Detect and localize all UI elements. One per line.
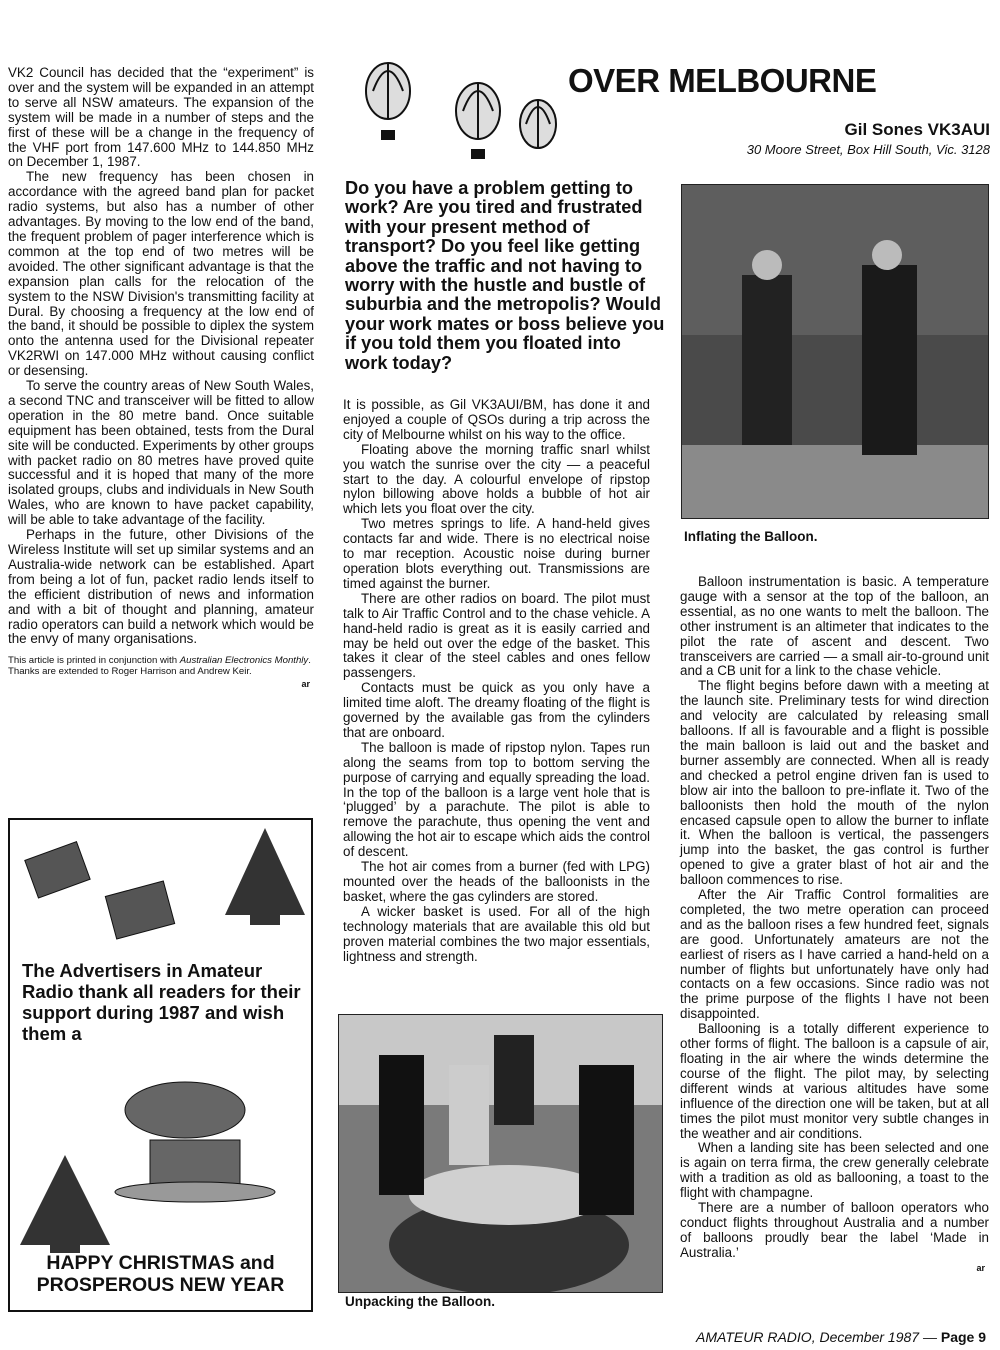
paragraph: Floating above the morning traffic snarl whilst you watch the sunrise over the city — a peaceful start to the day. A colourful envelope of ripstop nylon billowing above holds a bubble of hot air which lets you float over the city. xyxy=(343,441,650,517)
photo-unpacking-balloon xyxy=(338,1014,663,1293)
end-mark: ar xyxy=(301,679,310,690)
author-name: Gil Sones VK3AUI xyxy=(844,120,990,139)
paragraph: Ballooning is a totally different experience to other forms of flight. The balloon is a capsule of air, floating in the air where the winds determine the course of the flight. The pilot may, by selecting different winds at various altitudes have some influence of the direction one will be taken, but at all times the pilot must monitor very subtle changes in the weather and air conditions. xyxy=(680,1021,989,1141)
hot-air-balloon-icon xyxy=(366,63,410,139)
photo-placeholder xyxy=(682,185,988,518)
paragraph: A wicker basket is used. For all of the high technology materials that are available this old but proven material combines the two major essentials, lightness and strength. xyxy=(343,903,650,964)
paragraph: The balloon is made of ripstop nylon. Tapes run along the seams from top to bottom serving the purpose of carrying and equally spreading the load. In the top of the balloon is a large vent hole that is ‘plugged’ by a parachute. The pilot is able to remove the parachute, thus opening the vent and allowing the hot air to escape which aids the control of descent. xyxy=(343,739,650,860)
advert-greeting: HAPPY CHRISTMAS and PROSPEROUS NEW YEAR xyxy=(36,1252,285,1296)
paragraph: Balloon instrumentation is basic. A temperature gauge with a sensor at the top of the balloon, an essential, as no one wants to melt the balloon. The other instrument is an altimeter that indicates to the pilot the rate of ascent and descent. Two transceivers are carried — a small air-to-ground unit and a CB unit for a link to the chase vehicle. xyxy=(680,574,989,679)
christmas-pudding-icon xyxy=(115,1082,275,1202)
hot-air-balloon-icon xyxy=(456,83,500,158)
paragraph: Perhaps in the future, other Divisions of the Wireless Institute will set up similar systems and an Australia-wide network can be established. Apart from being a lot of fun, packet radio lends itself to the efficient distribution of news and information and with a bit of thought and planning, amateur radio operators can build a network which would be the envy of many organisations. xyxy=(8,527,314,647)
paragraph: There are other radios on board. The pilot must talk to Air Traffic Control and to the chase vehicle. A hand-held radio is great as it is easily carried and may be held out over the edge of the basket. This takes it clear of the steel cables and ones fellow passengers. xyxy=(343,590,650,681)
photo-inflating-balloon xyxy=(681,184,989,519)
advert-message: The Advertisers in Amateur Radio thank all readers for their support during 1987 and wish them a xyxy=(22,960,301,1044)
paragraph: The hot air comes from a burner (fed with LPG) mounted over the heads of the balloonists in the basket, where the gas cylinders are stored. xyxy=(343,859,650,904)
paragraph: The flight begins before dawn with a meeting at the launch site. Preliminary tests for wind direction and velocity are calculated by releasing small balloons. If all is favourable and a flight is possible the main balloon is laid out and the basket and burner assembly are connected. When all is ready and checked a petrol engine driven fan is used to blow air into the balloon to pre-inflate it. Two of the balloonists then hold the mouth of the nylon encased capsule open to allow the burner to inflate it. When the balloon is vertical, the passengers jump into the basket, the gas control is further opened to give a grater blast of hot air and the balloon commences to rise. xyxy=(680,678,989,888)
right-column xyxy=(680,575,989,1276)
paragraph: To serve the country areas of New South Wales, a second TNC and transceiver will be fitted to allow operation in the 80 metre band. Once suitable equipment has been obtained, tests from the Dural site will be conducted. Experiments by other groups with packet radio on 80 metres have proved quite successful and it is hoped that many of the more isolated groups, clubs and individuals in New South Wales, who are known to have packet capability, will be able to take advantage of the facility. xyxy=(8,378,314,528)
paragraph: It is possible, as Gil VK3AUI/BM, has done it and enjoyed a couple of QSOs during a trip across the city of Melbourne whilst on his way to the office. xyxy=(343,397,650,442)
paragraph: Contacts must be quick as you only have a limited time aloft. The dreamy floating of the flight is governed by the available gas from the cylinders that are onboard. xyxy=(343,680,650,740)
paragraph: The new frequency has been chosen in accordance with the agreed band plan for packet radio systems, but also has a number of other advantages. By moving to the low end of the band, the frequent problem of pager interference which is common at the top end of two metres will be avoided. The other significant advantage is that the expansion plan calls for the relocation of the system to the NSW Division's transmitting facility at Dural. By choosing a frequency at the low end of the band, it should be possible to diplex the system onto the antenna used for the Divisional repeater VK2RWI on 147.000 MHz without causing conflict or desensing. xyxy=(8,169,314,379)
photo-caption: Inflating the Balloon. xyxy=(684,529,818,544)
christmas-advert xyxy=(8,818,313,1312)
christmas-tree-icon xyxy=(225,828,305,925)
left-column xyxy=(8,66,314,692)
article-title: OVER MELBOURNE xyxy=(568,62,877,99)
paragraph: There are a number of balloon operators who conduct flights throughout Australia and a number of balloons proudly bear the label ‘Made in Australia.’ xyxy=(680,1200,989,1260)
author-block xyxy=(747,120,990,157)
balloons-illustration xyxy=(348,56,560,174)
article-intro: Do you have a problem getting to work? Are you tired and frustrated with your present method of transport? Do you feel like getting above the traffic and not having to worry with the hustle and bustle of suburbia and the metropolis? Would your work mates or boss believe you if you told them you floated into work today? xyxy=(345,178,665,373)
paragraph: Two metres springs to life. A hand-held gives contacts far and wide. There is no electrical noise to mar reception. Acoustic noise during burner operation blots everything out. Transmissions are timed against the burner. xyxy=(343,516,650,591)
photo-caption: Unpacking the Balloon. xyxy=(345,1294,496,1309)
author-address: 30 Moore Street, Box Hill South, Vic. 3128 xyxy=(746,142,990,157)
middle-column xyxy=(343,398,650,964)
paragraph: VK2 Council has decided that the “experiment” is over and the system will be expanded in an attempt to serve all NSW amateurs. The expansion of the system will be made in a number of steps and the first of these will be a change in the frequency of the VHF port from 147.600 MHz to 144.850 MHz on December 1, 1987. xyxy=(8,65,314,170)
christmas-decoration-graphics xyxy=(10,820,311,1310)
page-footer: AMATEUR RADIO, December 1987 — Page 9 xyxy=(696,1329,986,1345)
photo-placeholder xyxy=(339,1015,662,1292)
christmas-tree-icon xyxy=(20,1155,110,1253)
article-credit: This article is printed in conjunction with Australian Electronics Monthly. Thanks are extended to Roger Harrison and Andrew Keir. xyxy=(8,655,311,678)
hot-air-balloon-icon xyxy=(520,100,556,148)
paragraph: When a landing site has been selected and one is again on terra firma, the crew generally celebrate with a tradition as old as ballooning, a toast to the flight with champagne. xyxy=(680,1140,989,1201)
end-mark: ar xyxy=(976,1262,985,1273)
paragraph: After the Air Traffic Control formalities are completed, the two metre operation can proceed and as the balloon rises a few hundred feet, signals are good. Unfortunately amateurs are not the earliest of risers as I have carried a hand-held on a number of flights but unfortunately have only had contacts on a few occasions. Since radio was not the prime purpose of the flights I have not been disappointed. xyxy=(680,887,989,1022)
gift-icon xyxy=(25,842,175,939)
